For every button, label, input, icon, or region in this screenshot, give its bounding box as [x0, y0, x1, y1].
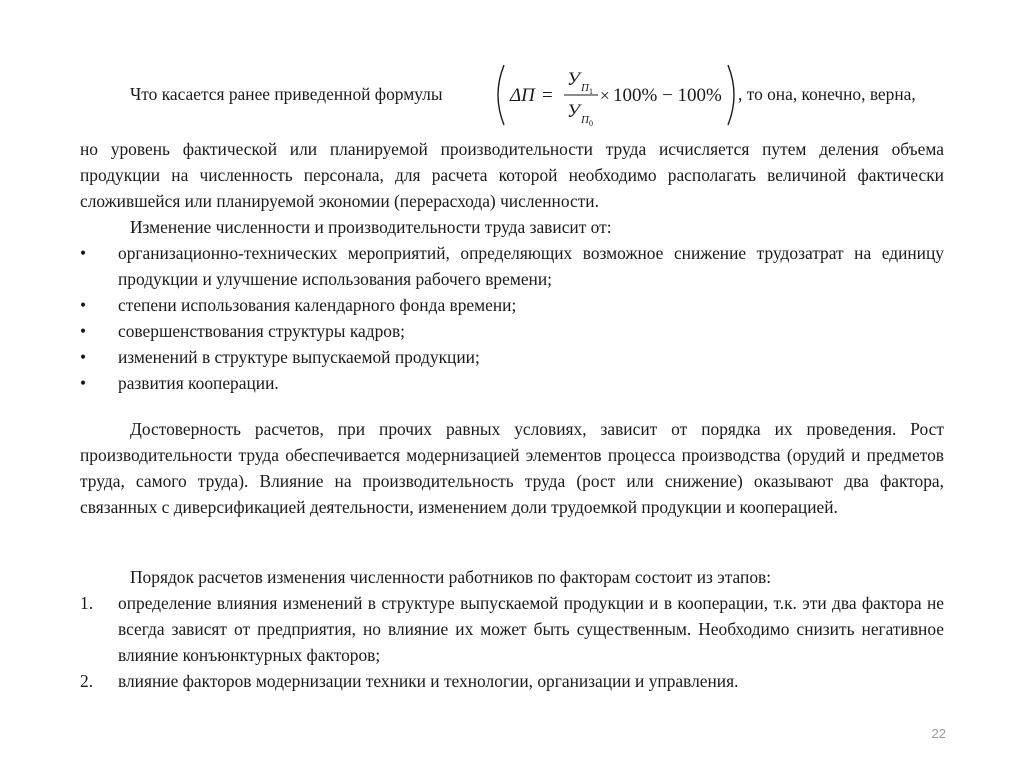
text-block-2 — [80, 416, 944, 520]
paragraph-1: но уровень фактической или планируемой производительности труда исчисляется путем деления объема продукции на численность персонала, для расчета которой необходимо располагать величиной фактически сложившейся или планируемой экономии (перерасхода) численности. — [80, 139, 944, 211]
bullet-marker: • — [80, 321, 87, 341]
list-item-text: развития кооперации. — [118, 373, 279, 393]
list-item-text: совершенствования структуры кадров; — [118, 321, 406, 341]
list-item — [80, 370, 944, 396]
list-number: 2. — [80, 671, 94, 691]
formula-lhs: ΔП — [510, 85, 535, 106]
list-number: 1. — [80, 593, 94, 613]
list-item — [80, 240, 944, 292]
bullet-marker: • — [80, 295, 87, 315]
formula-lead-text: Что касается ранее приведенной формулы — [130, 84, 443, 104]
bullet-marker: • — [80, 347, 87, 367]
paragraph-4: Порядок расчетов изменения численности работников по факторам состоит из этапов: — [130, 567, 772, 587]
formula-svg — [494, 62, 738, 128]
formula-tail-text: , то она, конечно, верна, — [738, 84, 916, 104]
paragraph-2: Изменение численности и производительности труда зависит от: — [130, 217, 612, 237]
bullet-marker: • — [80, 373, 87, 393]
right-paren — [728, 65, 734, 125]
list-item-text: определение влияния изменений в структуре выпускаемой продукции и в кооперации, т.к. эти два фактора не всегда зависят от предприятия, но влияние их может быть существенным. Необходимо снизить негативное влияние конъюнктурных факторов; — [118, 593, 944, 665]
formula-rest: 100% − 100% — [613, 85, 722, 106]
formula-denominator: У — [567, 101, 580, 122]
list-item-text: влияние факторов модернизации техники и технологии, организации и управления. — [118, 671, 739, 691]
list-item — [80, 292, 944, 318]
left-paren — [498, 65, 504, 125]
formula-denominator-sub: П — [581, 114, 589, 126]
page-number: 22 — [931, 726, 946, 741]
text-block-1 — [80, 136, 944, 396]
list-item — [80, 590, 944, 668]
bullet-marker: • — [80, 243, 87, 263]
paragraph-3: Достоверность расчетов, при прочих равных условиях, зависит от порядка их проведения. Рост производительности труда обеспечивается модернизацией элементов процесса производства (орудий и предметов труда, самого труда). Влияние на производительность труда (рост или снижение) оказывают два фактора, связанных с диверсификацией деятельности, изменением доли трудоемкой продукции и кооперацией. — [80, 419, 944, 517]
list-item — [80, 668, 944, 694]
formula-line — [80, 62, 944, 128]
list-item-text: изменений в структуре выпускаемой продукции; — [118, 347, 480, 367]
formula-eq: = — [542, 85, 553, 106]
formula — [494, 62, 738, 128]
list-item-text: степени использования календарного фонда времени; — [118, 295, 517, 315]
numbered-list — [80, 590, 944, 694]
formula-numerator-sub-idx: 1 — [589, 87, 593, 96]
formula-numerator-sub: П — [581, 82, 589, 94]
formula-times: × — [600, 86, 610, 105]
list-item — [80, 344, 944, 370]
formula-denominator-sub-idx: 0 — [589, 119, 593, 128]
text-block-3 — [80, 564, 944, 694]
bullet-list — [80, 240, 944, 396]
formula-numerator: У — [567, 69, 580, 90]
list-item-text: организационно-технических мероприятий, определяющих возможное снижение трудозатрат на единицу продукции и улучшение использования рабочего времени; — [118, 243, 944, 289]
list-item — [80, 318, 944, 344]
